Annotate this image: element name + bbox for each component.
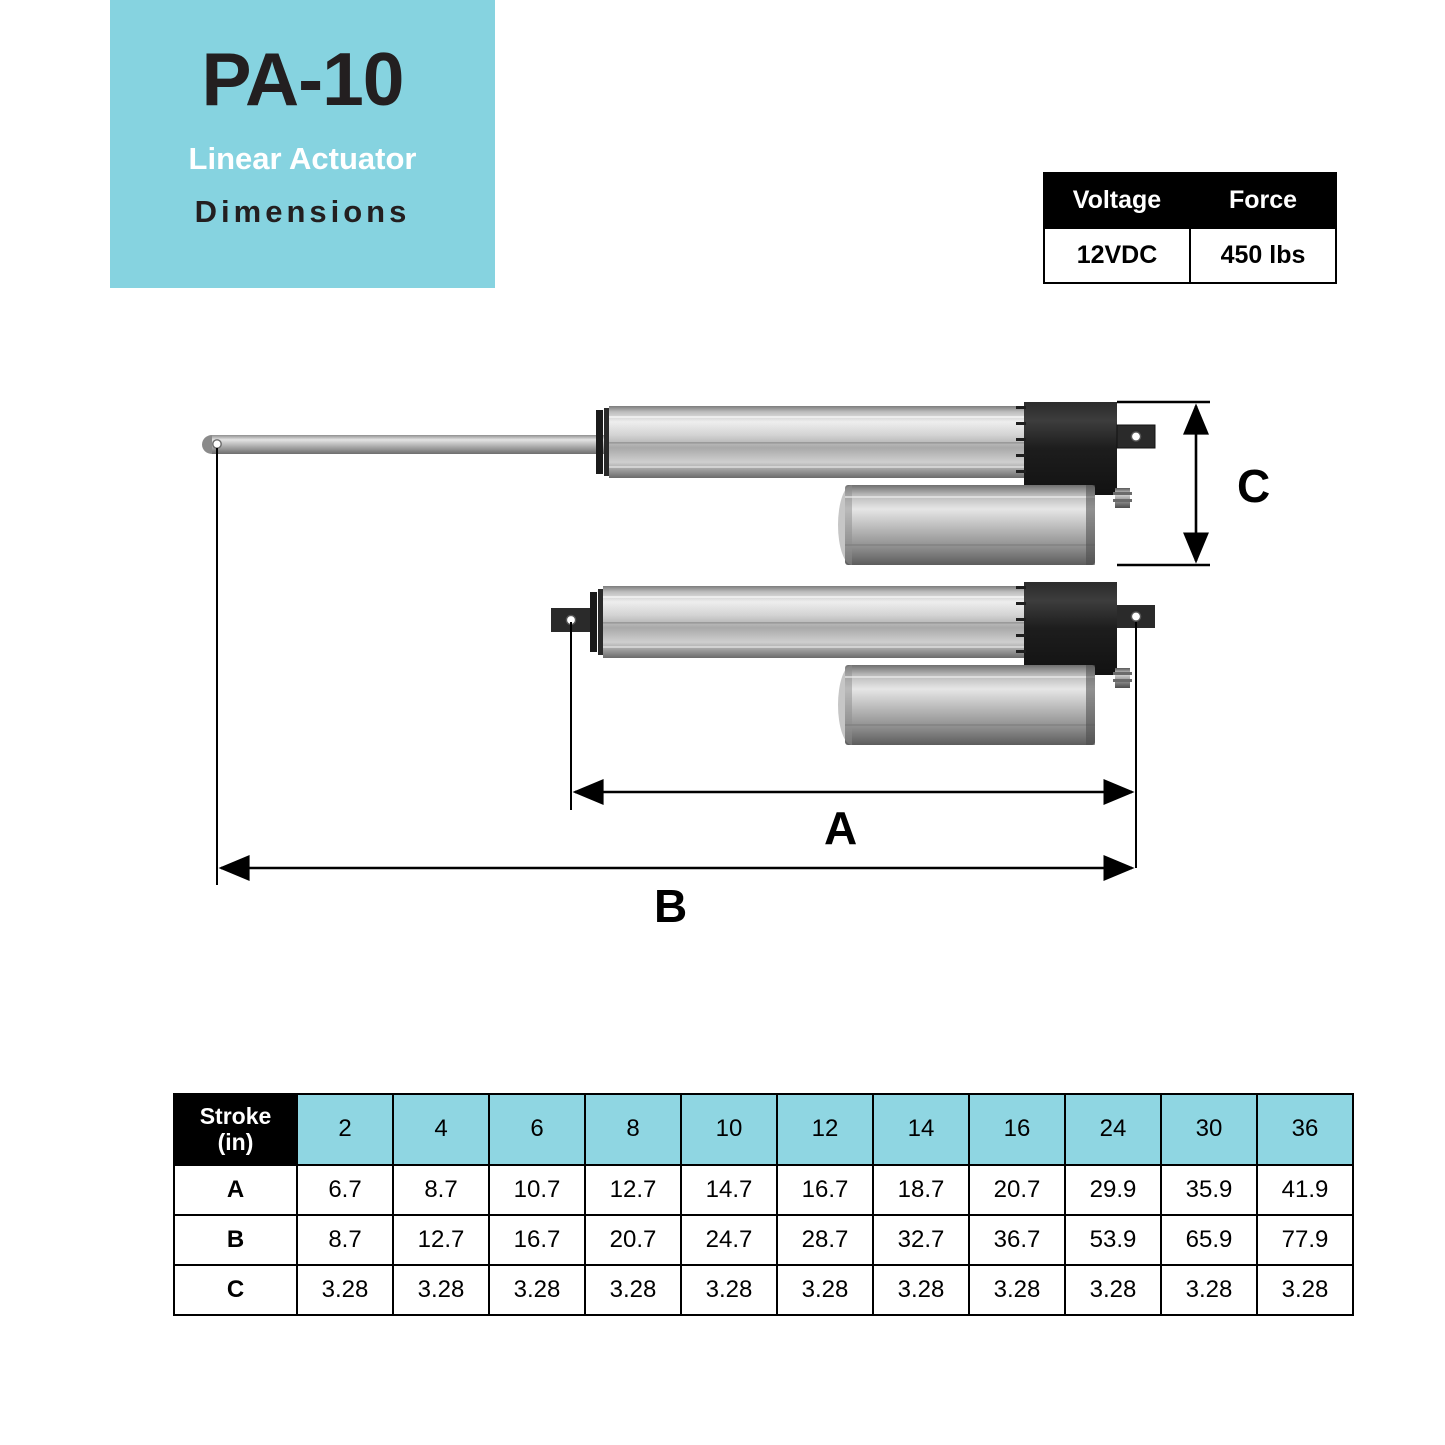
stroke-header-cell: 24 — [1065, 1094, 1161, 1165]
cell-b: 28.7 — [777, 1215, 873, 1265]
stroke-header-cell: 6 — [489, 1094, 585, 1165]
cell-a: 8.7 — [393, 1165, 489, 1215]
actuator-dimension-drawing — [0, 330, 1445, 950]
cell-b: 32.7 — [873, 1215, 969, 1265]
cell-c: 3.28 — [393, 1265, 489, 1315]
cell-b: 36.7 — [969, 1215, 1065, 1265]
cell-c: 3.28 — [873, 1265, 969, 1315]
cell-c: 3.28 — [297, 1265, 393, 1315]
stroke-header-cell: 36 — [1257, 1094, 1353, 1165]
cell-b: 8.7 — [297, 1215, 393, 1265]
spec-header-voltage: Voltage — [1044, 173, 1190, 228]
table-row — [1044, 173, 1336, 228]
product-subtitle: Linear Actuator — [188, 141, 417, 176]
spec-value-voltage: 12VDC — [1044, 228, 1190, 283]
cell-c: 3.28 — [489, 1265, 585, 1315]
row-label-b: B — [174, 1215, 297, 1265]
stroke-header-cell: 4 — [393, 1094, 489, 1165]
dimension-label-b: B — [654, 880, 688, 932]
spec-header-force: Force — [1190, 173, 1336, 228]
cell-a: 14.7 — [681, 1165, 777, 1215]
cell-a: 29.9 — [1065, 1165, 1161, 1215]
cell-c: 3.28 — [585, 1265, 681, 1315]
table-row — [174, 1165, 1353, 1215]
table-row — [1044, 228, 1336, 283]
cell-b: 77.9 — [1257, 1215, 1353, 1265]
cell-b: 53.9 — [1065, 1215, 1161, 1265]
cell-a: 20.7 — [969, 1165, 1065, 1215]
stroke-dimension-table — [173, 1093, 1354, 1316]
stroke-corner-line1: Stroke — [199, 1103, 272, 1129]
spec-table — [1043, 172, 1337, 284]
dimension-label-a: A — [824, 802, 858, 854]
row-label-c: C — [174, 1265, 297, 1315]
cell-b: 12.7 — [393, 1215, 489, 1265]
cell-c: 3.28 — [777, 1265, 873, 1315]
table-header-row — [174, 1094, 1353, 1165]
row-label-a: A — [174, 1165, 297, 1215]
stroke-header-cell: 30 — [1161, 1094, 1257, 1165]
stroke-header-cell: 2 — [297, 1094, 393, 1165]
stroke-header-cell: 14 — [873, 1094, 969, 1165]
cell-b: 24.7 — [681, 1215, 777, 1265]
table-row — [174, 1265, 1353, 1315]
cell-b: 20.7 — [585, 1215, 681, 1265]
cell-c: 3.28 — [1257, 1265, 1353, 1315]
stroke-header-cell: 16 — [969, 1094, 1065, 1165]
title-block — [110, 0, 495, 288]
cell-a: 16.7 — [777, 1165, 873, 1215]
cell-a: 6.7 — [297, 1165, 393, 1215]
cell-a: 18.7 — [873, 1165, 969, 1215]
dimension-label-c: C — [1237, 460, 1271, 512]
cell-a: 41.9 — [1257, 1165, 1353, 1215]
stroke-header-cell: 10 — [681, 1094, 777, 1165]
table-row — [174, 1215, 1353, 1265]
cell-b: 65.9 — [1161, 1215, 1257, 1265]
stroke-header-cell: 12 — [777, 1094, 873, 1165]
stroke-header-cell: 8 — [585, 1094, 681, 1165]
cell-a: 10.7 — [489, 1165, 585, 1215]
stroke-corner-header — [174, 1094, 297, 1165]
section-subtitle: Dimensions — [194, 194, 411, 229]
stroke-corner-line2: (in) — [217, 1129, 254, 1156]
page-title: PA-10 — [201, 37, 404, 121]
cell-c: 3.28 — [681, 1265, 777, 1315]
cell-c: 3.28 — [969, 1265, 1065, 1315]
cell-a: 35.9 — [1161, 1165, 1257, 1215]
spec-value-force: 450 lbs — [1190, 228, 1336, 283]
cell-c: 3.28 — [1161, 1265, 1257, 1315]
cell-a: 12.7 — [585, 1165, 681, 1215]
cell-b: 16.7 — [489, 1215, 585, 1265]
cell-c: 3.28 — [1065, 1265, 1161, 1315]
